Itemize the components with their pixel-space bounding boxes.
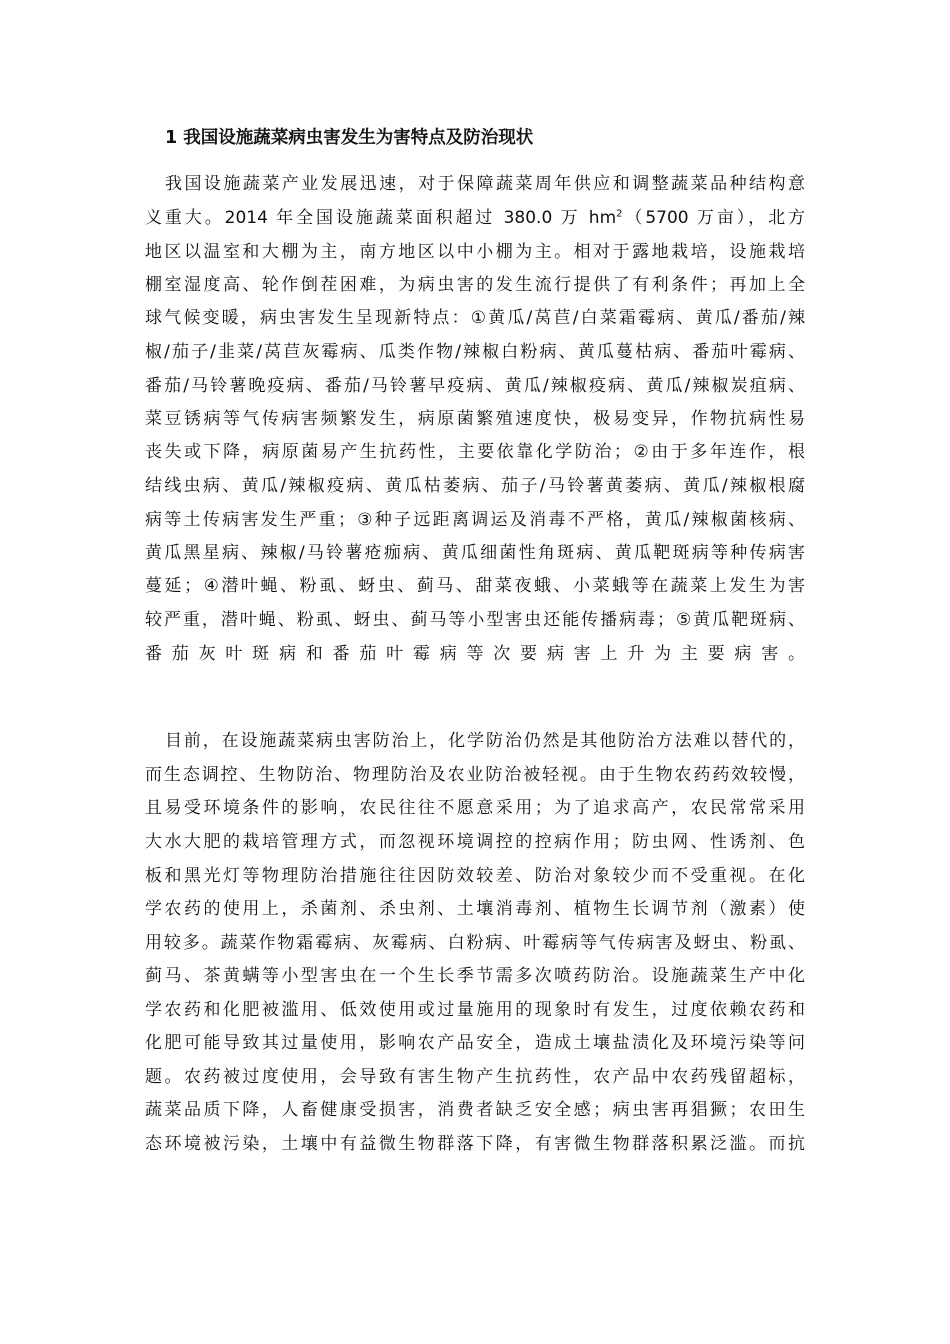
- text-line: 化肥可能导致其过量使用，影响农产品安全，造成土壤盐渍化及环境污染等问: [145, 1033, 805, 1053]
- text-line: 黄瓜黑星病、辣椒/马铃薯疮痂病、黄瓜细菌性角斑病、黄瓜靶斑病等种传病害: [145, 543, 805, 563]
- text-line: 蓟马、茶黄螨等小型害虫在一个生长季节需多次喷药防治。设施蔬菜生产中化: [145, 966, 805, 986]
- text-line: 而生态调控、生物防治、物理防治及农业防治被轻视。由于生物农药药效较慢，: [145, 765, 805, 785]
- text-line: 蔓延；④潜叶蝇、粉虱、蚜虫、蓟马、甜菜夜蛾、小菜蛾等在蔬菜上发生为害: [145, 576, 805, 596]
- text-line: 蔬菜品质下降，人畜健康受损害，消费者缺乏安全感；病虫害再猖獗；农田生: [145, 1100, 805, 1120]
- text-line: 椒/茄子/韭菜/莴苣灰霉病、瓜类作物/辣椒白粉病、黄瓜蔓枯病、番茄叶霉病、: [145, 342, 805, 362]
- text-line: 地区以温室和大棚为主，南方地区以中小棚为主。相对于露地栽培，设施栽培: [145, 242, 805, 262]
- text-line: [145, 206, 805, 230]
- text-line: 番茄灰叶斑病和番茄叶霉病等次要病害上升为主要病害。: [145, 644, 805, 664]
- text-line: 较严重，潜叶蝇、粉虱、蚜虫、蓟马等小型害虫还能传播病毒；⑤黄瓜靶斑病、: [145, 610, 805, 630]
- text-line: 丧失或下降，病原菌易产生抗药性，主要依靠化学防治；②由于多年连作，根: [145, 442, 805, 462]
- text-line: 棚室湿度高、轮作倒茬困难，为病虫害的发生流行提供了有利条件；再加上全: [145, 275, 805, 295]
- text-line: 球气候变暖，病虫害发生呈现新特点：①黄瓜/莴苣/白菜霜霉病、黄瓜/番茄/辣: [145, 308, 805, 328]
- text-line: 用较多。蔬菜作物霜霉病、灰霉病、白粉病、叶霉病等气传病害及蚜虫、粉虱、: [145, 933, 805, 953]
- superscript: 2: [616, 208, 623, 220]
- text-line: 态环境被污染，土壤中有益微生物群落下降，有害微生物群落积累泛滥。而抗: [145, 1134, 805, 1154]
- text-line: 病等土传病害发生严重；③种子远距离调运及消毒不严格，黄瓜/辣椒菌核病、: [145, 510, 805, 530]
- text-line: 我国设施蔬菜产业发展迅速，对于保障蔬菜周年供应和调整蔬菜品种结构意: [165, 174, 805, 194]
- text-line: 菜豆锈病等气传病害频繁发生，病原菌繁殖速度快，极易变异，作物抗病性易: [145, 409, 805, 429]
- text-span: （5700 万亩），北方: [622, 208, 805, 228]
- text-line: 学农药的使用上，杀菌剂、杀虫剂、土壤消毒剂、植物生长调节剂（激素）使: [145, 899, 805, 919]
- text-line: 且易受环境条件的影响，农民往往不愿意采用；为了追求高产，农民常常采用: [145, 798, 805, 818]
- text-line: 番茄/马铃薯晚疫病、番茄/马铃薯早疫病、黄瓜/辣椒疫病、黄瓜/辣椒炭疽病、: [145, 376, 805, 396]
- text-line: 大水大肥的栽培管理方式，而忽视环境调控的控病作用；防虫网、性诱剂、色: [145, 832, 805, 852]
- section-heading: 1 我国设施蔬菜病虫害发生为害特点及防治现状: [165, 128, 534, 148]
- text-line: 板和黑光灯等物理防治措施往往因防效较差、防治对象较少而不受重视。在化: [145, 866, 805, 886]
- text-line: 目前，在设施蔬菜病虫害防治上，化学防治仍然是其他防治方法难以替代的，: [165, 731, 805, 751]
- text-line: 题。农药被过度使用，会导致有害生物产生抗药性，农产品中农药残留超标，: [145, 1067, 805, 1087]
- text-span: 义重大。2014 年全国设施蔬菜面积超过 380.0 万 hm: [145, 208, 617, 228]
- text-line: 学农药和化肥被滥用、低效使用或过量施用的现象时有发生，过度依赖农药和: [145, 1000, 805, 1020]
- text-line: 结线虫病、黄瓜/辣椒疫病、黄瓜枯萎病、茄子/马铃薯黄萎病、黄瓜/辣椒根腐: [145, 476, 805, 496]
